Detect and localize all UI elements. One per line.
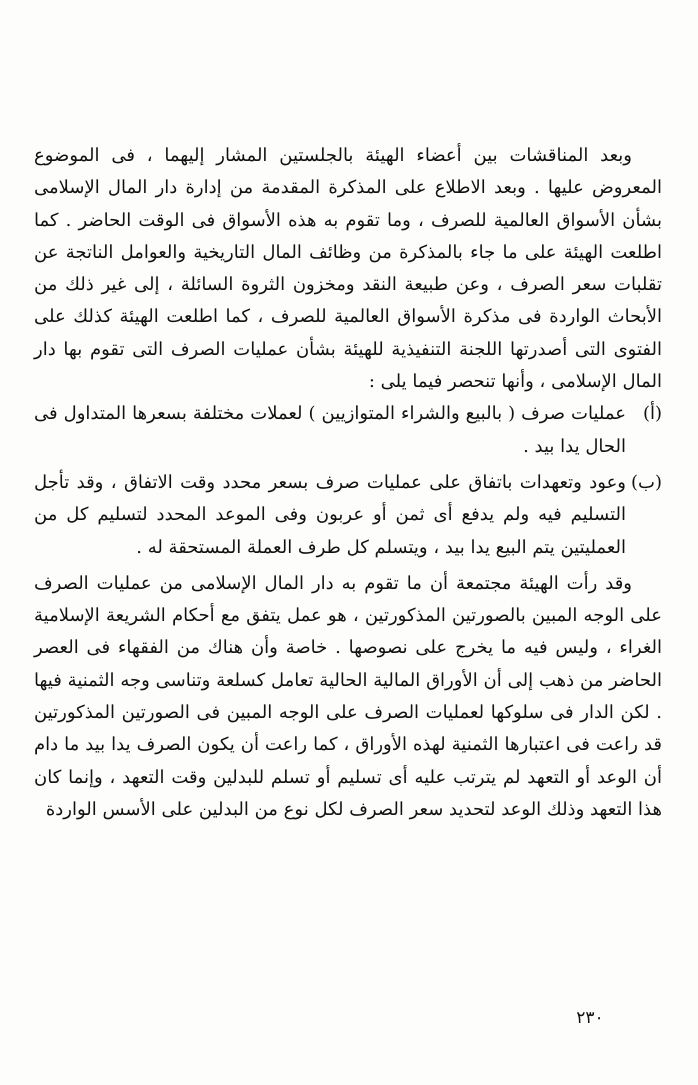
paragraph-intro: وبعد المناقشات بين أعضاء الهيئة بالجلستين المشار إليهما ، فى الموضوع المعروض عليها . وبعد الاطلاع على المذكرة المقدمة من إدارة دار المال الإسلامى بشأن الأسواق العالمية للصرف ، وما تقوم به هذه الأسواق فى الوقت الحاضر . كما اطلعت الهيئة على ما جاء بالمذكرة من وظائف المال التاريخية والعوامل الناتجة عن تقلبات سعر الصرف ، وعن طبيعة النقد ومخزون الثروة السائلة ، إلى غير ذلك من الأبحاث الواردة فى مذكرة الأسواق العالمية للصرف ، كما اطلعت الهيئة كذلك على الفتوى التى أصدرتها اللجنة التنفيذية للهيئة بشأن عمليات الصرف التى تقوم بها دار المال الإسلامى ، وأنها تنحصر فيما يلى : (34, 145, 662, 393)
list-text-b: وعود وتعهدات باتفاق على عمليات صرف بسعر محدد وقت الاتفاق ، وقد تأجل التسليم فيه ولم يدفع أى ثمن أو عربون وفى الموعد المحدد لتسليم كل من العمليتين يتم البيع يدا بيد ، ويتسلم كل طرف العملة المستحقة له . (34, 471, 626, 558)
list-item-a (34, 398, 662, 463)
page-body (34, 140, 662, 826)
list-text-a: عمليات صرف ( بالبيع والشراء المتوازيين ) لعملات مختلفة بسعرها المتداول فى الحال يدا بيد . (34, 403, 626, 457)
paragraph-ruling: وقد رأت الهيئة مجتمعة أن ما تقوم به دار المال الإسلامى من عمليات الصرف على الوجه المبين بالصورتين المذكورتين ، هو عمل يتفق مع أحكام الشريعة الإسلامية الغراء ، وليس فيه ما يخرج على نصوصها . خاصة وأن هناك من الفقهاء فى العصر الحاضر من ذهب إلى أن الأوراق المالية الحالية تعامل كسلعة وتناسى وجه الثمنية فيها . لكن الدار فى سلوكها لعمليات الصرف على الوجه المبين فى الصورتين المذكورتين قد راعت فى اعتبارها الثمنية لهذه الأوراق ، كما راعت أن يكون الصرف يدا بيد ما دام أن الوعد أو التعهد لم يترتب عليه أى تسليم أو تسلم للبدلين وقت التعهد ، وإنما كان هذا التعهد وذلك الوعد لتحديد سعر الصرف لكل نوع من البدلين على الأسس الواردة (34, 572, 662, 820)
list-marker-b: (ب) (631, 471, 662, 493)
page-number: ٢٣٠ (576, 1008, 604, 1028)
list-item-b (34, 467, 662, 564)
list-marker-a: (أ) (642, 403, 662, 425)
operations-list (34, 398, 662, 563)
